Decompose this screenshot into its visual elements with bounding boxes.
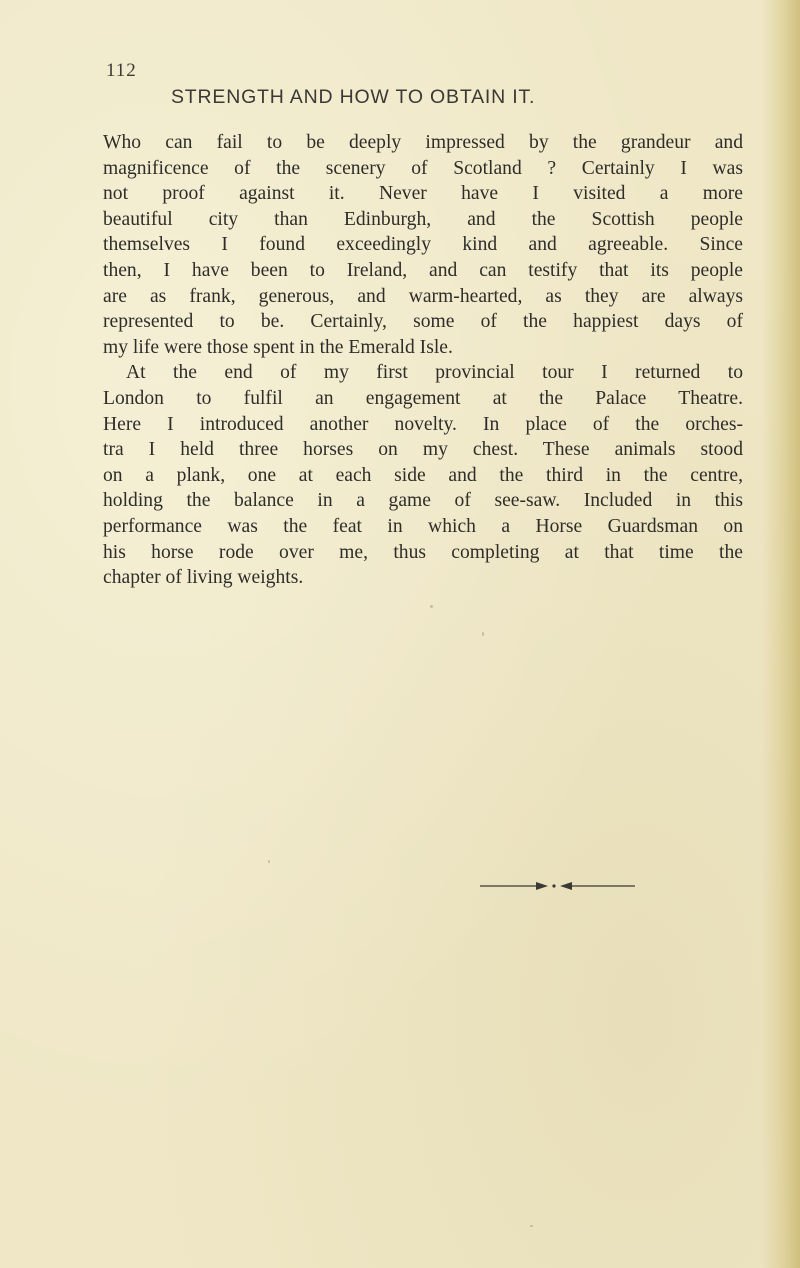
text-line: holding the balance in a game of see-saw. Included in this [103, 490, 743, 512]
paragraph-2 [103, 360, 743, 590]
paper-speck [530, 1225, 533, 1227]
text-line: on a plank, one at each side and the third in the centre, [103, 464, 743, 486]
paper-speck [430, 605, 433, 608]
text-line: magnificence of the scenery of Scotland ? Certainly I was [103, 157, 743, 179]
text-line: tra I held three horses on my chest. These animals stood [103, 439, 743, 461]
paper-speck [268, 860, 270, 863]
text-line: represented to be. Certainly, some of the happiest days of [103, 311, 743, 333]
text-line: performance was the feat in which a Horse Guardsman on [103, 515, 743, 537]
text-line: are as frank, generous, and warm-hearted, as they are always [103, 285, 743, 307]
text-line: my life were those spent in the Emerald Isle. [103, 336, 453, 358]
text-line: Who can fail to be deeply impressed by the grandeur and [103, 132, 743, 153]
page-edge-shadow [762, 0, 800, 1268]
paragraph-1 [103, 130, 743, 360]
page-number: 112 [106, 60, 137, 81]
text-line: his horse rode over me, thus completing at that time the [103, 541, 743, 563]
body-text [103, 130, 743, 591]
text-line: then, I have been to Ireland, and can testify that its people [103, 259, 743, 281]
end-of-chapter-ornament-icon [480, 880, 635, 892]
text-line: chapter of living weights. [103, 567, 304, 589]
text-line: beautiful city than Edinburgh, and the Scottish people [103, 208, 743, 230]
running-head: STRENGTH AND HOW TO OBTAIN IT. [171, 86, 536, 108]
text-line: Here I introduced another novelty. In place of the orches- [103, 413, 743, 435]
text-line: London to fulfil an engagement at the Palace Theatre. [103, 387, 743, 409]
text-line: themselves I found exceedingly kind and agreeable. Since [103, 234, 743, 256]
text-line: not proof against it. Never have I visited a more [103, 183, 743, 205]
paper-speck [482, 632, 484, 636]
text-line: At the end of my first provincial tour I returned to [126, 362, 743, 384]
